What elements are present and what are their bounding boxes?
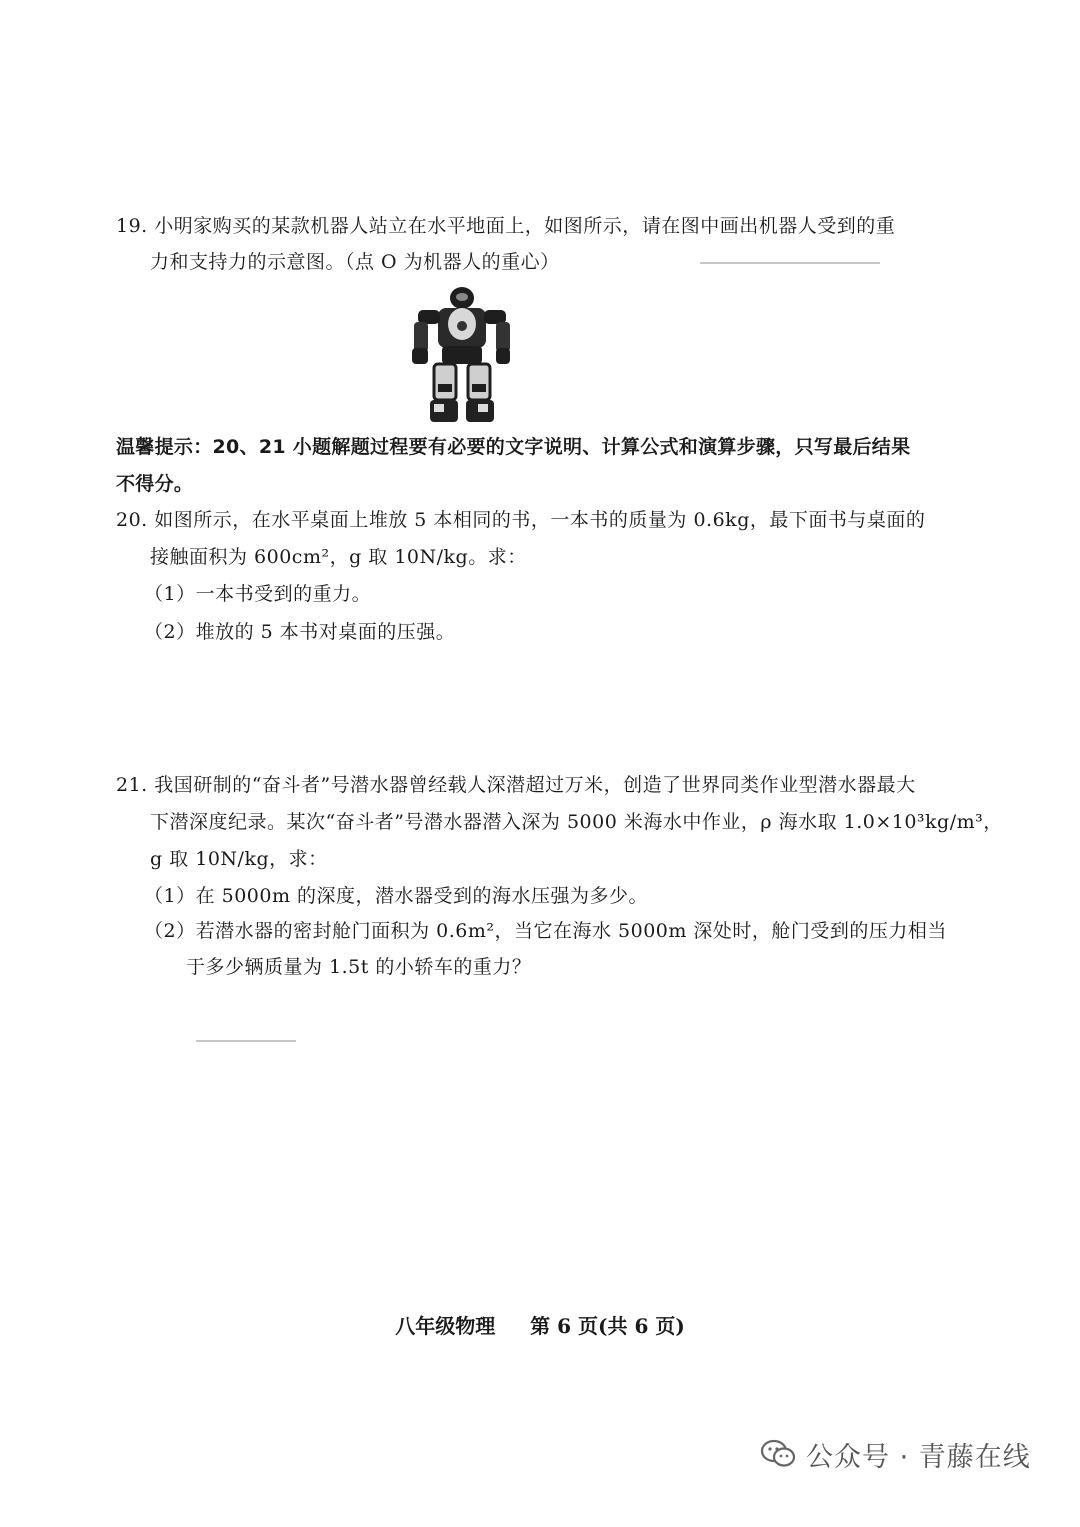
q19-line2: 力和支持力的示意图。（点 O 为机器人的重心） [150, 251, 560, 273]
page-footer [0, 1310, 1080, 1339]
watermark-text: 公众号 · 青藤在线 [806, 1441, 1031, 1473]
footer-page-number: 第 6 页(共 6 页) [530, 1314, 685, 1338]
q20-sub1: （1）一本书受到的重力。 [144, 583, 372, 605]
q21-sub1: （1）在 5000m 的深度，潜水器受到的海水压强为多少。 [144, 885, 649, 907]
scan-speck [700, 262, 880, 264]
wechat-icon [760, 1439, 796, 1469]
q21-line2: 下潜深度纪录。某次“奋斗者”号潜水器潜入深为 5000 米海水中作业，ρ 海水取 1.0×10³kg/m³， [150, 811, 1003, 833]
q21-sub2b: 于多少辆质量为 1.5t 的小轿车的重力？ [186, 956, 532, 978]
robot-figure [404, 284, 522, 426]
q20-sub2: （2）堆放的 5 本书对桌面的压强。 [144, 621, 456, 643]
q20-line1: 20. 如图所示，在水平桌面上堆放 5 本相同的书，一本书的质量为 0.6kg，最下面书与桌面的 [116, 509, 926, 531]
tip-line2: 不得分。 [116, 473, 194, 495]
scan-speck [196, 1040, 296, 1042]
q19-line1: 19. 小明家购买的某款机器人站立在水平地面上，如图所示，请在图中画出机器人受到的重 [116, 215, 896, 237]
q21-sub2a: （2）若潜水器的密封舱门面积为 0.6m²，当它在海水 5000m 深处时，舱门受到的压力相当 [144, 920, 947, 942]
watermark [760, 1432, 1031, 1476]
tip-line1: 温馨提示：20、21 小题解题过程要有必要的文字说明、计算公式和演算步骤，只写最后结果 [116, 436, 911, 458]
q20-line2: 接触面积为 600cm²，g 取 10N/kg。求： [150, 546, 527, 568]
q21-line1: 21. 我国研制的“奋斗者”号潜水器曾经载人深潜超过万米，创造了世界同类作业型潜水器最大 [116, 774, 916, 796]
q21-line3: g 取 10N/kg，求： [150, 848, 328, 870]
footer-subject: 八年级物理 [395, 1314, 496, 1338]
